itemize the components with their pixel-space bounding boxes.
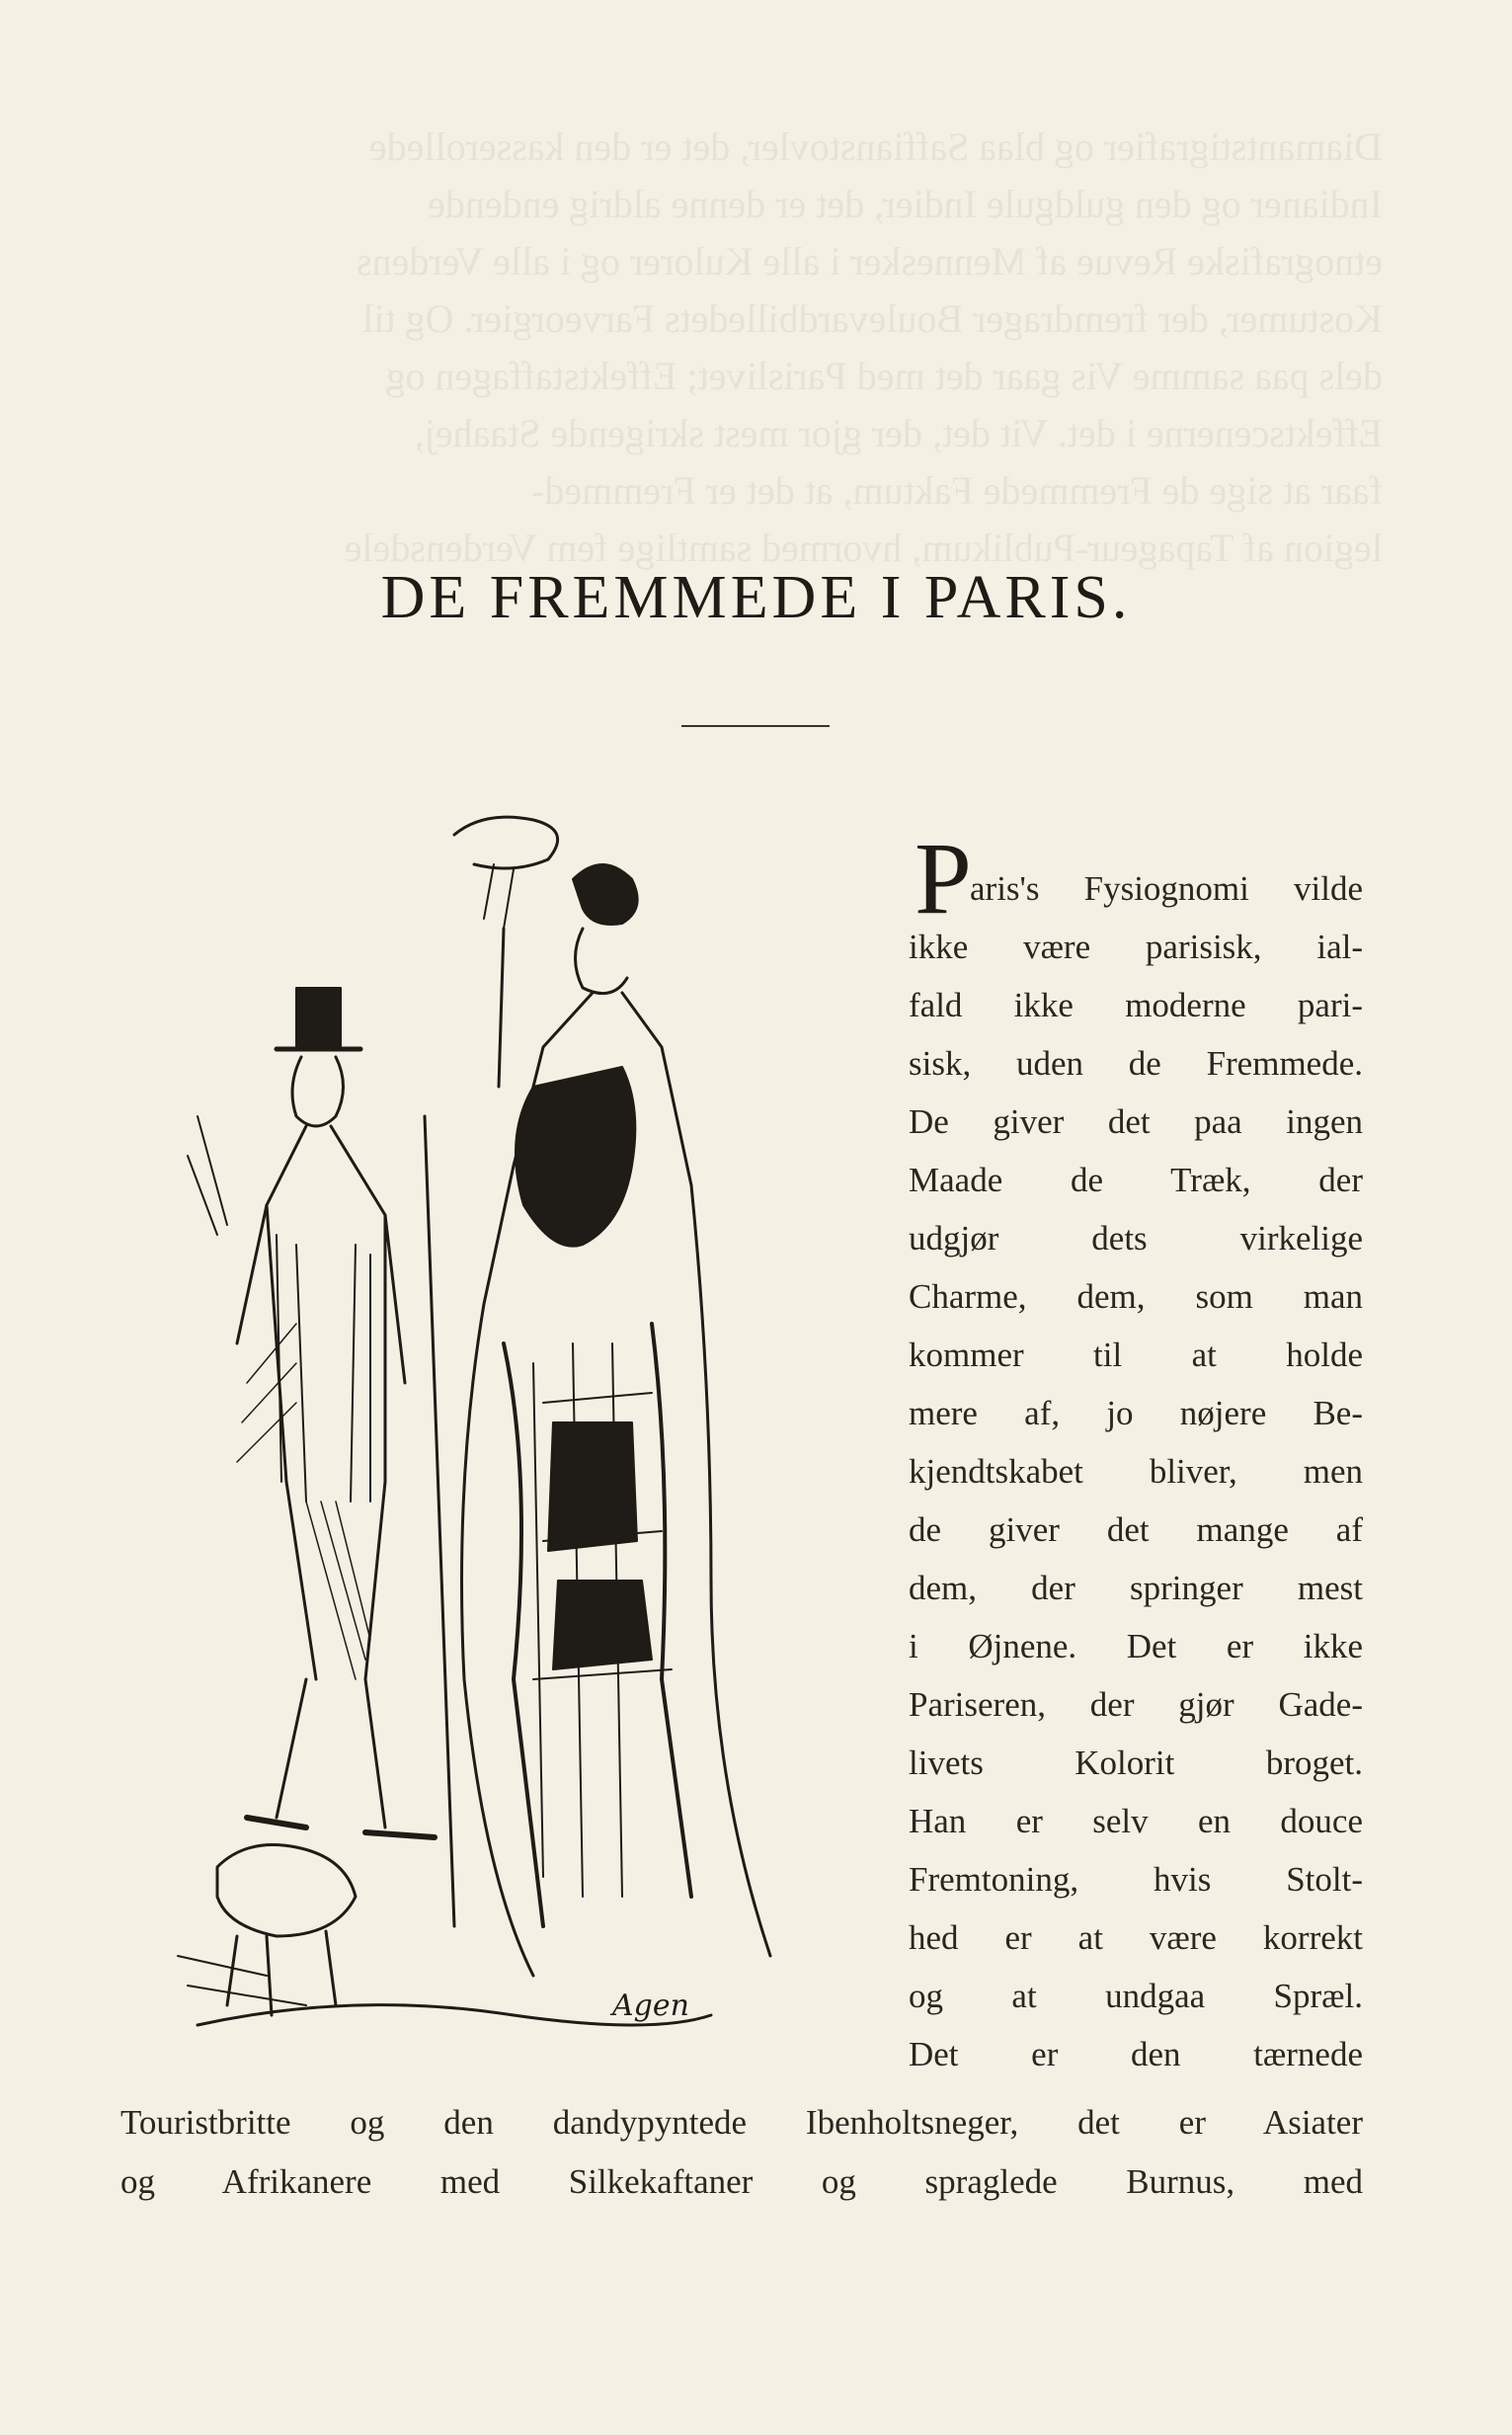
- text-line: hed er at være korrekt: [909, 1918, 1363, 1957]
- text-line: mere af, jo nøjere Be-: [909, 1394, 1363, 1432]
- bleed-line: faar at sige de Fremmede Faktum, at det er Fremmed-: [531, 468, 1383, 513]
- text-line: de giver det mange af: [909, 1510, 1363, 1549]
- bleed-through-text: [119, 119, 1383, 859]
- text-line: Han er selv en douce: [909, 1802, 1363, 1840]
- bleed-line: legion af Tapageur-Publikum, hvormed samtlige fem Verdensdele: [344, 526, 1383, 570]
- text-line: Det er den tærnede: [909, 2035, 1363, 2073]
- street-scene-illustration: [158, 790, 810, 2055]
- bleed-line: etnografiske Revue af Mennesker i alle Kulorer og i alle Verdens: [357, 239, 1383, 284]
- text-line: De giver det paa ingen: [909, 1102, 1363, 1141]
- title-rule: [681, 725, 830, 727]
- dog-sketch: [217, 1845, 356, 1937]
- text-line: aris's Fysiognomi vilde: [970, 869, 1363, 908]
- bleed-line: Diamantstigrafier og blaa Saffianstovler, det er den kasserollede: [368, 124, 1383, 169]
- chapter-title: DE FREMMEDE I PARIS.: [380, 564, 1132, 631]
- bleed-line: Kostumer, der fremdrager Boulevardbilledets Farveorgier. Og til: [362, 296, 1383, 341]
- text-line: Pariseren, der gjør Gade-: [909, 1685, 1363, 1724]
- text-line: udgjør dets virkelige: [909, 1219, 1363, 1258]
- text-line: Fremtoning, hvis Stolt-: [909, 1860, 1363, 1899]
- walking-stick: [425, 1116, 454, 1926]
- text-line: kommer til at holde: [909, 1336, 1363, 1374]
- text-line: Charme, dem, som man: [909, 1277, 1363, 1316]
- top-hat-shape: [296, 988, 341, 1047]
- text-line: fald ikke moderne pari-: [909, 986, 1363, 1024]
- lady-hat-shape: [573, 864, 638, 925]
- text-line: Touristbritte og den dandypyntede Ibenholtsneger, det er Asiater: [120, 2103, 1363, 2142]
- lamp-sketch: [454, 817, 558, 868]
- bleed-line: Effektscenerne i det. Vit det, der gjor mest skrigende Staahej,: [414, 411, 1383, 455]
- text-line: kjendtskabet bliver, men: [909, 1452, 1363, 1491]
- text-line: livets Kolorit broget.: [909, 1744, 1363, 1782]
- artist-signature: Agen: [612, 1989, 689, 2023]
- text-line: Maade de Træk, der: [909, 1161, 1363, 1199]
- text-line: sisk, uden de Fremmede.: [909, 1044, 1363, 1083]
- text-line: og Afrikanere med Silkekaftaner og spraglede Burnus, med: [120, 2162, 1363, 2201]
- text-line: og at undgaa Spræl.: [909, 1977, 1363, 2015]
- text-line: ikke være parisisk, ial-: [909, 928, 1363, 966]
- text-line: i Øjnene. Det er ikke: [909, 1627, 1363, 1665]
- drop-cap: P: [915, 822, 972, 935]
- bleed-line: Indianer og den guldgule Indier, det er denne aldrig endende: [428, 182, 1383, 226]
- text-line: dem, der springer mest: [909, 1569, 1363, 1607]
- bleed-line: dels paa samme Vis gaar det med Parislivet; Effektstaffagen og: [385, 354, 1383, 398]
